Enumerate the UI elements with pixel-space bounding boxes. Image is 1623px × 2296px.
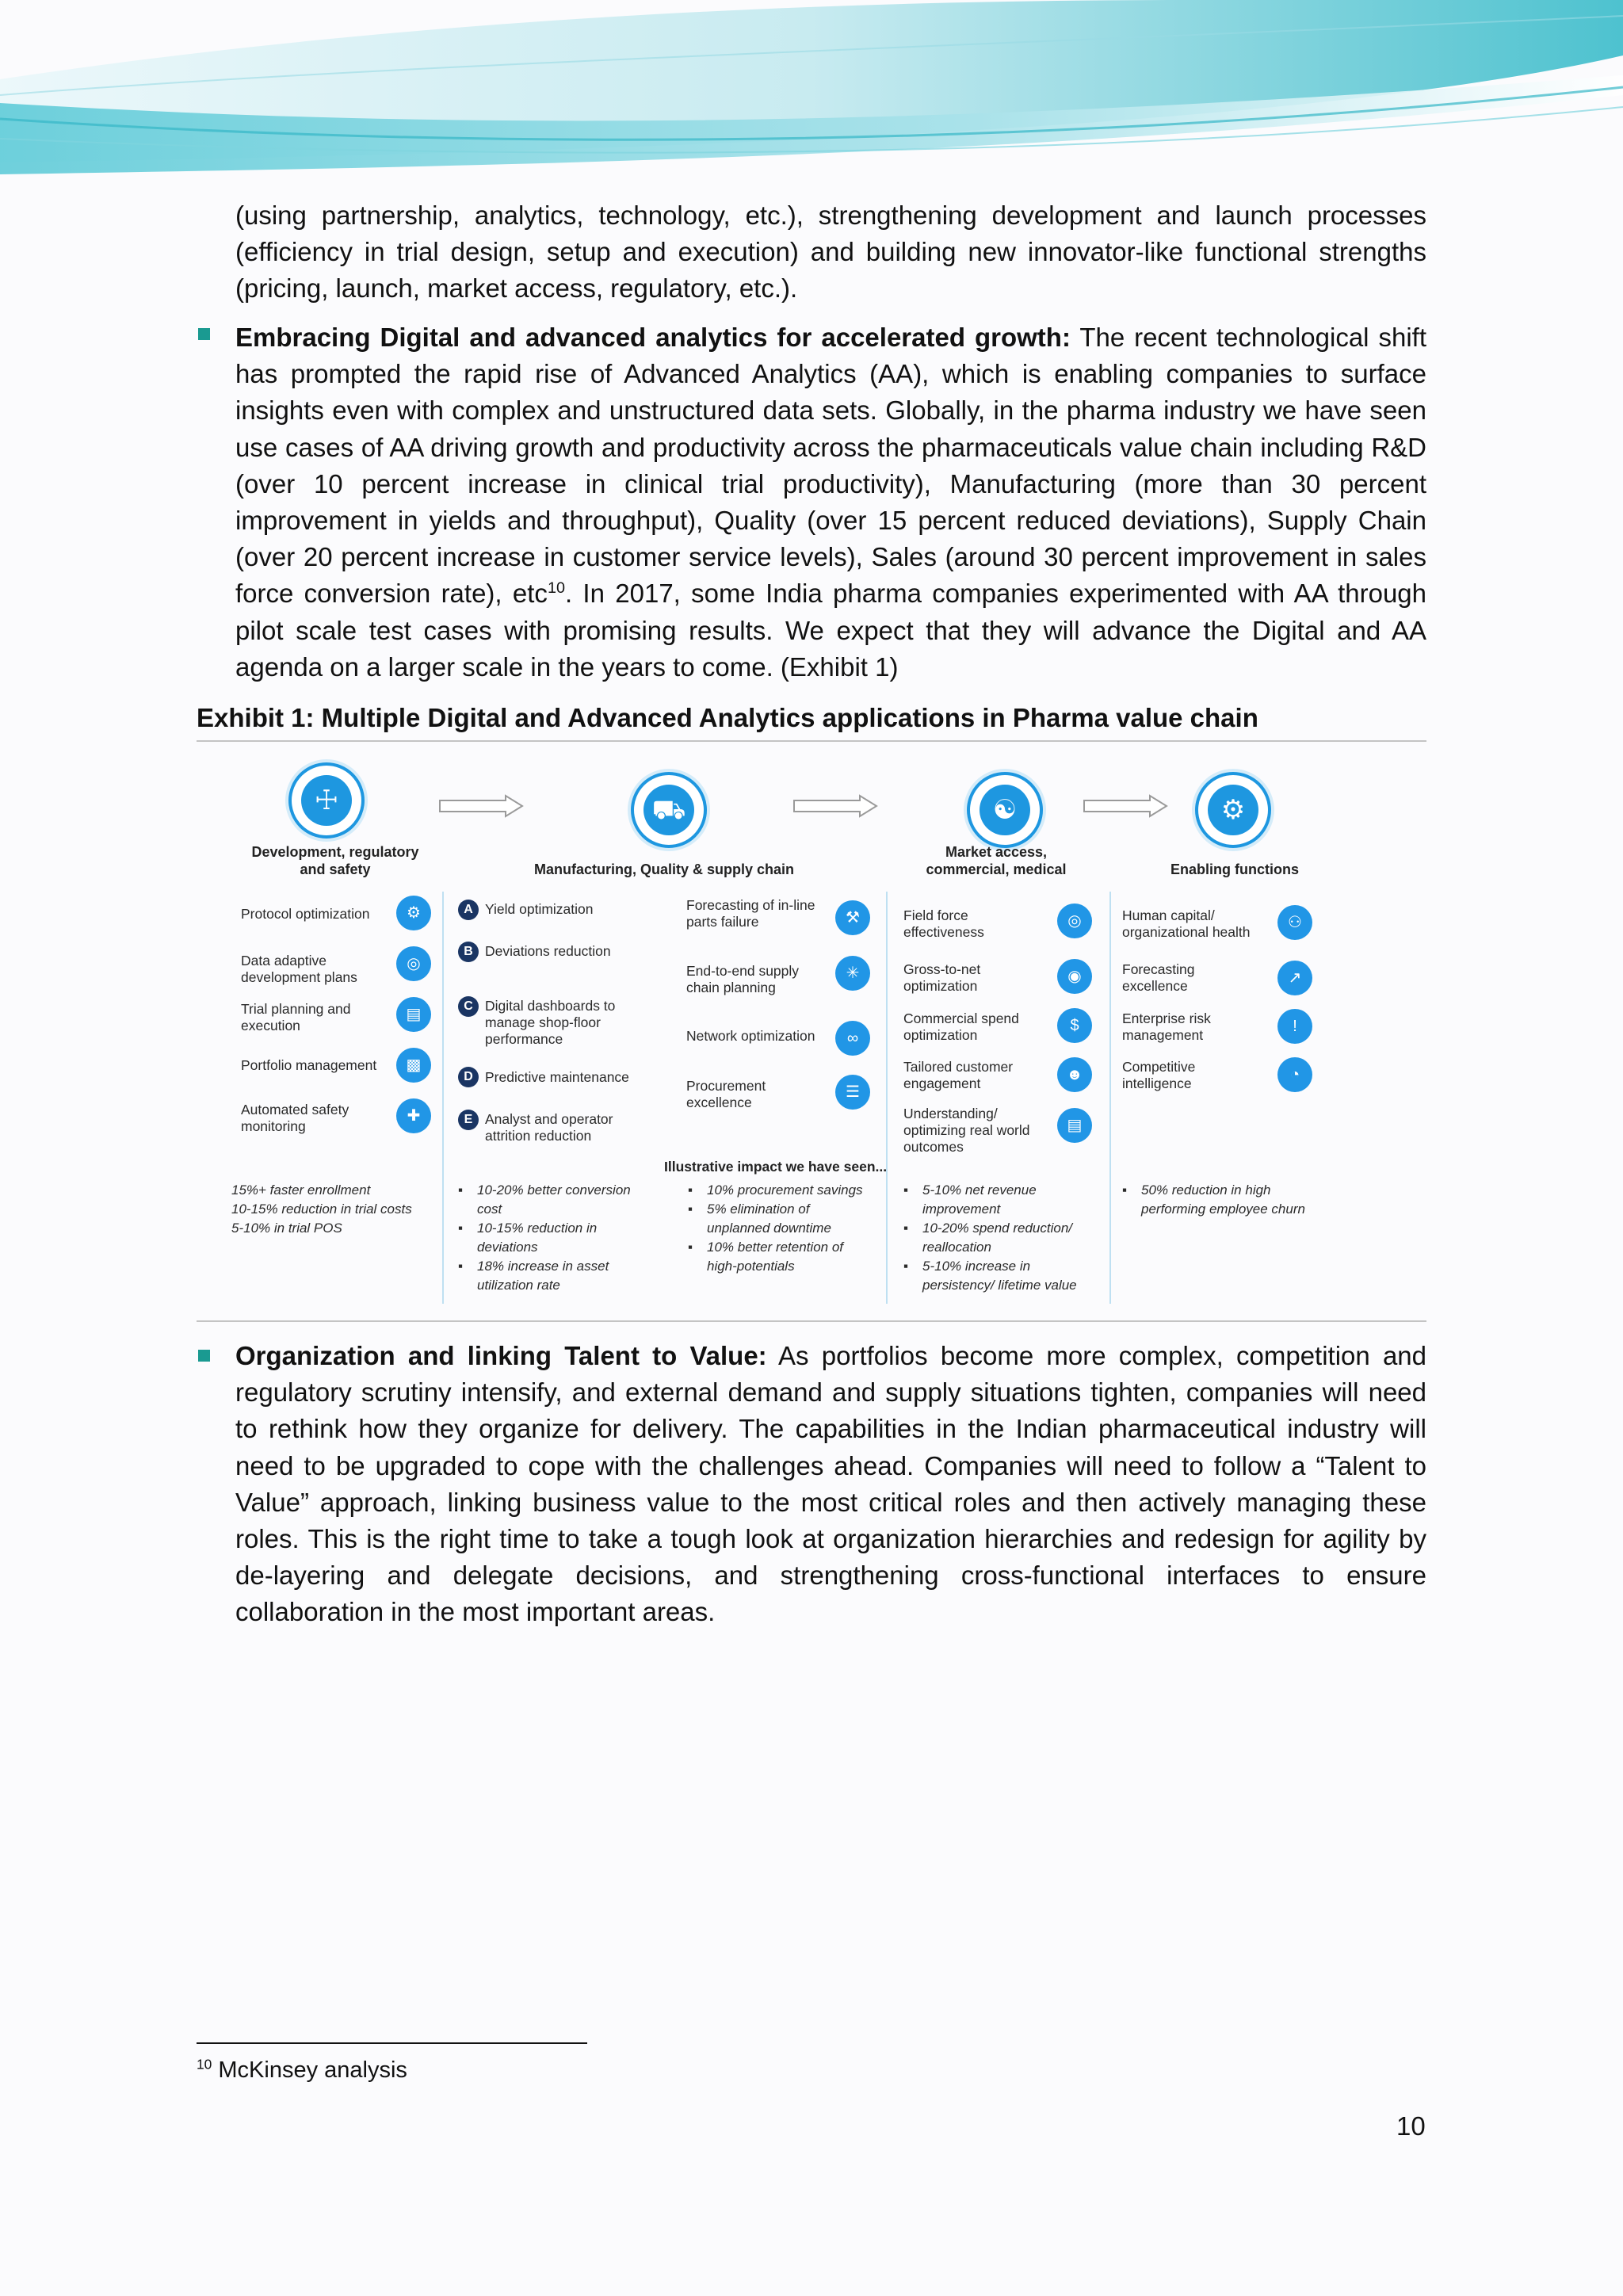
exhibit-top-rule (197, 740, 1426, 742)
page-number: 10 (1396, 2111, 1426, 2141)
header-wave-decoration (0, 0, 1623, 182)
person-alert-icon: ! (1277, 1009, 1312, 1044)
list-item: Human capital/ organizational health (1122, 907, 1251, 940)
impact-manufacturing-2 (688, 1181, 870, 1276)
bullet-text: As portfolios become more complex, competition and regulatory scrutiny intensify, and external demand and supply situations tighten, companies will need to rethink how they organize for delivery. The capabilities in the Indian pharmaceutical industry will need to be upgraded to cope with the challenges ahead. Companies will need to follow a “Talent to Value” approach, linking business value to the most critical roles and then actively managing these roles. This is the right time to take a tough look at organization hierarchies and redesign for agility by de-layering and delegate decisions, and strengthening cross-functional interfaces to ensure collaboration in the most important areas. (235, 1341, 1427, 1627)
exhibit-value-chain-graphic (197, 745, 1426, 1316)
briefcase-icon: ▩ (396, 1048, 431, 1083)
impact-line: ▪ 10% better retention of high-potentials (688, 1238, 870, 1276)
list-item: Network optimization (686, 1028, 815, 1044)
bullet-title: Embracing Digital and advanced analytics for accelerated growth: (235, 323, 1071, 352)
impact-market (903, 1181, 1102, 1295)
link-icon: ∞ (835, 1021, 870, 1056)
hand-coin-icon: ◉ (1057, 959, 1092, 994)
bullet-marker (198, 1350, 210, 1362)
badge-b: B (458, 942, 479, 962)
column-divider (886, 892, 888, 1304)
list-item: Gross-to-net optimization (903, 961, 981, 994)
bullet-digital-analytics (235, 319, 1426, 686)
impact-line: 15%+ faster enrollment (231, 1182, 371, 1198)
customer-icon: ☻ (1057, 1057, 1092, 1092)
header-market-access: Market access, commercial, medical (926, 844, 1067, 877)
impact-line: 10-15% reduction in trial costs (231, 1201, 412, 1217)
badge-c: C (458, 996, 479, 1017)
cart-icon: ☰ (835, 1075, 870, 1110)
gears-icon: ⚙ (396, 896, 431, 930)
header-manufacturing: Manufacturing, Quality & supply chain (533, 861, 795, 877)
truck-icon: ⛟ (631, 772, 707, 848)
column-divider (442, 892, 444, 1304)
list-item: Field force effectiveness (903, 907, 984, 940)
impact-line: ▪ 5-10% net revenue improvement (903, 1181, 1102, 1219)
list-item: Understanding/ optimizing real world outcomes (903, 1106, 1030, 1155)
flow-arrow-icon (438, 794, 525, 818)
list-item: End-to-end supply chain planning (686, 963, 800, 995)
list-item: Commercial spend optimization (903, 1010, 1019, 1043)
list-item: Analyst and operator attrition reduction (485, 1111, 613, 1144)
impact-line: ▪ 10-15% reduction in deviations (458, 1219, 656, 1257)
footnote (197, 2057, 407, 2084)
impact-development (231, 1181, 437, 1238)
target-icon: ◎ (1057, 904, 1092, 938)
intro-paragraph: (using partnership, analytics, technology, etc.), strengthening development and launch processes (efficiency in trial design, setup and execution) and building new innovator-like functional strengths (pricing, launch, market access, regulatory, etc.). (235, 201, 1426, 304)
list-item: Enterprise risk management (1122, 1010, 1211, 1043)
people-icon: ⚇ (1277, 905, 1312, 940)
list-item: Data adaptive development plans (241, 953, 357, 985)
impact-line: 5-10% in trial POS (231, 1221, 342, 1236)
bullet-title: Organization and linking Talent to Value: (235, 1341, 767, 1370)
badge-a: A (458, 900, 479, 920)
list-item: Tailored customer engagement (903, 1059, 1014, 1091)
impact-line: ▪ 5-10% increase in persistency/ lifetime value (903, 1257, 1102, 1295)
gears-icon: ⚙ (1195, 772, 1271, 848)
list-item: Deviations reduction (485, 943, 611, 959)
impact-manufacturing-1 (458, 1181, 656, 1295)
ambulance-icon: ✚ (396, 1098, 431, 1133)
list-item: Competitive intelligence (1122, 1059, 1196, 1091)
clipboard-icon: ▤ (396, 997, 431, 1032)
footnote-ref: 10 (547, 579, 565, 598)
list-item: Forecasting excellence (1122, 961, 1195, 994)
exhibit-title: Exhibit 1: Multiple Digital and Advanced Analytics applications in Pharma value chain (197, 703, 1258, 732)
list-item: Forecasting of in-line parts failure (686, 897, 815, 930)
badge-d: D (458, 1067, 479, 1087)
impact-line: ▪ 50% reduction in high performing employee churn (1122, 1181, 1328, 1219)
header-enabling: Enabling functions (1170, 861, 1299, 877)
handshake-icon: ☯ (967, 772, 1043, 848)
bullet-text: The recent technological shift has prompted the rapid rise of Advanced Analytics (AA), which is enabling companies to surface insights even with complex and unstructured data sets. Globally, in the pharma industry we have seen use cases of AA driving growth and productivity across the pharmaceuticals value chain including R&D (over 10 percent increase in clinical trial productivity), Manufacturing (more than 30 percent improvement in yields and throughput), Quality (over 15 percent reduced deviations), Supply Chain (over 20 percent increase in customer service levels), Sales (around 30 percent improvement in sales force conversion rate), etc (235, 323, 1426, 609)
header-development: Development, regulatory and safety (251, 844, 419, 877)
dollar-gear-icon: $ (1057, 1008, 1092, 1043)
impact-line: ▪ 18% increase in asset utilization rate (458, 1257, 656, 1295)
badge-e: E (458, 1110, 479, 1130)
list-item: Trial planning and execution (241, 1001, 351, 1033)
bullet-marker (198, 328, 210, 340)
exhibit-bottom-rule (197, 1320, 1426, 1322)
worker-icon: ⚒ (835, 900, 870, 935)
list-item: Predictive maintenance (485, 1069, 629, 1085)
impact-line: ▪ 10-20% spend reduction/ reallocation (903, 1219, 1102, 1257)
chart-trend-icon: ↗ (1277, 961, 1312, 995)
list-item: Portfolio management (241, 1057, 377, 1073)
list-item: Yield optimization (485, 901, 594, 917)
document-icon: ▤ (1057, 1108, 1092, 1143)
footnote-text: McKinsey analysis (212, 2057, 407, 2083)
footnote-divider (197, 2042, 587, 2044)
impact-line: ▪ 10% procurement savings (688, 1181, 870, 1200)
list-item: Procurement excellence (686, 1078, 766, 1110)
bullet-talent-to-value (235, 1338, 1426, 1631)
column-divider (1109, 892, 1111, 1304)
target-icon: ◎ (396, 946, 431, 981)
impact-line: ▪ 10-20% better conversion cost (458, 1181, 656, 1219)
list-item: Digital dashboards to manage shop-floor performance (485, 998, 616, 1047)
list-item: Protocol optimization (241, 906, 370, 922)
list-item: Automated safety monitoring (241, 1102, 349, 1134)
flow-arrow-icon (792, 794, 880, 818)
bullet-text-cont: . In 2017, some India pharma companies experimented with AA through pilot scale test cases with promising results. We expect that they will advance the Digital and AA agenda on a larger scale in the years to come. (Exhibit 1) (235, 579, 1427, 682)
footnote-number: 10 (197, 2056, 212, 2073)
hospital-icon: ☩ (288, 762, 365, 839)
impact-heading: Illustrative impact we have seen... (664, 1159, 888, 1175)
supply-chain-icon: ✳ (835, 956, 870, 991)
flow-arrow-icon (1083, 794, 1170, 818)
impact-line: ▪ 5% elimination of unplanned downtime (688, 1200, 870, 1238)
impact-enabling (1122, 1181, 1328, 1219)
pie-chart-icon: ◔ (1277, 1057, 1312, 1092)
